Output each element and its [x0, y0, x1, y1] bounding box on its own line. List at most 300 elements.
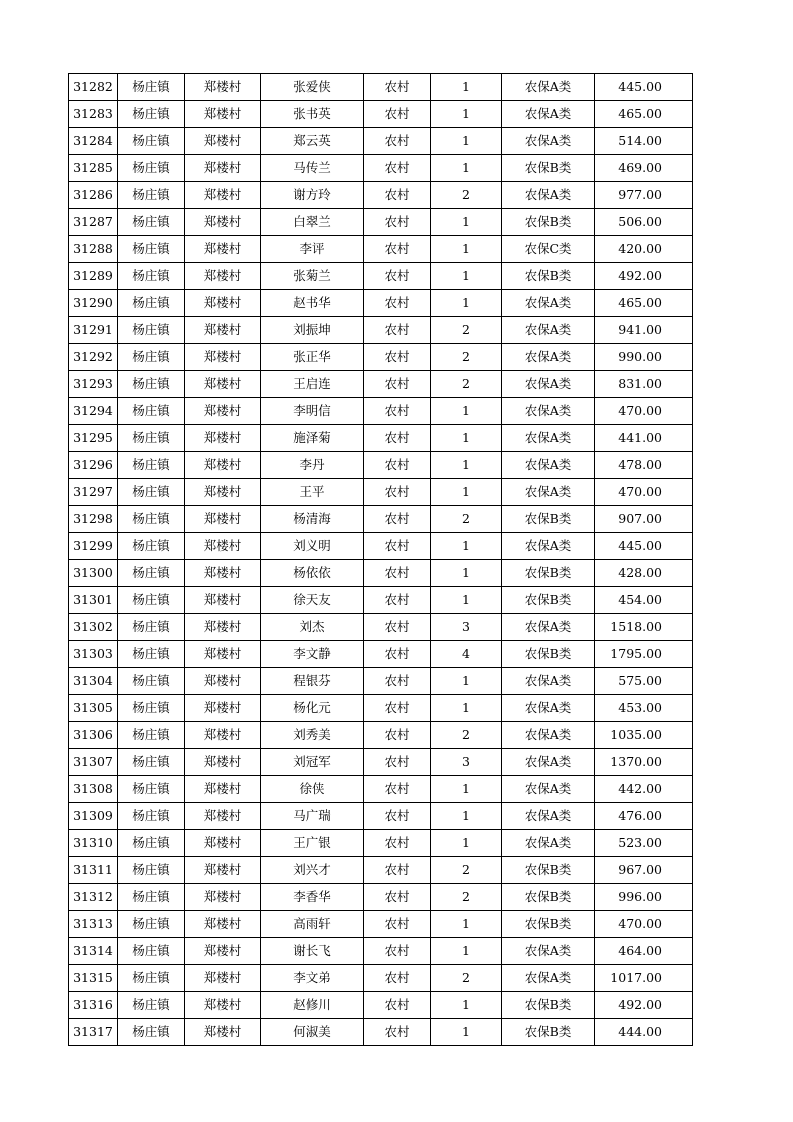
- amount-cell: 514.00: [595, 128, 693, 155]
- town-cell: 杨庄镇: [118, 398, 185, 425]
- category-cell: 农保A类: [502, 101, 595, 128]
- row-id-cell: 31286: [69, 182, 118, 209]
- table-row: [69, 101, 693, 128]
- name-cell: 徐侠: [261, 776, 364, 803]
- table-row: [69, 695, 693, 722]
- count-cell: 1: [431, 263, 502, 290]
- name-cell: 何淑美: [261, 1019, 364, 1046]
- town-cell: 杨庄镇: [118, 749, 185, 776]
- count-cell: 1: [431, 425, 502, 452]
- category-cell: 农保A类: [502, 695, 595, 722]
- row-id-cell: 31291: [69, 317, 118, 344]
- table-row: [69, 452, 693, 479]
- category-cell: 农保B类: [502, 506, 595, 533]
- name-cell: 马传兰: [261, 155, 364, 182]
- count-cell: 1: [431, 803, 502, 830]
- count-cell: 1: [431, 668, 502, 695]
- category-cell: 农保A类: [502, 776, 595, 803]
- name-cell: 李明信: [261, 398, 364, 425]
- table-row: [69, 425, 693, 452]
- amount-cell: 476.00: [595, 803, 693, 830]
- name-cell: 杨清海: [261, 506, 364, 533]
- table-row: [69, 749, 693, 776]
- town-cell: 杨庄镇: [118, 803, 185, 830]
- town-cell: 杨庄镇: [118, 965, 185, 992]
- table-row: [69, 209, 693, 236]
- count-cell: 1: [431, 1019, 502, 1046]
- row-id-cell: 31297: [69, 479, 118, 506]
- amount-cell: 575.00: [595, 668, 693, 695]
- area-type-cell: 农村: [364, 74, 431, 101]
- name-cell: 马广瑞: [261, 803, 364, 830]
- table-row: [69, 344, 693, 371]
- village-cell: 郑楼村: [185, 938, 261, 965]
- town-cell: 杨庄镇: [118, 263, 185, 290]
- town-cell: 杨庄镇: [118, 290, 185, 317]
- village-cell: 郑楼村: [185, 1019, 261, 1046]
- count-cell: 1: [431, 587, 502, 614]
- name-cell: 徐天友: [261, 587, 364, 614]
- amount-cell: 996.00: [595, 884, 693, 911]
- row-id-cell: 31288: [69, 236, 118, 263]
- count-cell: 1: [431, 398, 502, 425]
- village-cell: 郑楼村: [185, 344, 261, 371]
- table-row: [69, 155, 693, 182]
- name-cell: 王平: [261, 479, 364, 506]
- amount-cell: 428.00: [595, 560, 693, 587]
- town-cell: 杨庄镇: [118, 776, 185, 803]
- row-id-cell: 31282: [69, 74, 118, 101]
- town-cell: 杨庄镇: [118, 533, 185, 560]
- count-cell: 1: [431, 911, 502, 938]
- table-row: [69, 884, 693, 911]
- count-cell: 1: [431, 479, 502, 506]
- amount-cell: 967.00: [595, 857, 693, 884]
- name-cell: 刘冠军: [261, 749, 364, 776]
- row-id-cell: 31287: [69, 209, 118, 236]
- name-cell: 高雨轩: [261, 911, 364, 938]
- name-cell: 李丹: [261, 452, 364, 479]
- town-cell: 杨庄镇: [118, 101, 185, 128]
- amount-cell: 977.00: [595, 182, 693, 209]
- table-row: [69, 857, 693, 884]
- category-cell: 农保A类: [502, 182, 595, 209]
- category-cell: 农保B类: [502, 857, 595, 884]
- amount-cell: 444.00: [595, 1019, 693, 1046]
- area-type-cell: 农村: [364, 668, 431, 695]
- category-cell: 农保A类: [502, 452, 595, 479]
- village-cell: 郑楼村: [185, 776, 261, 803]
- category-cell: 农保B类: [502, 911, 595, 938]
- village-cell: 郑楼村: [185, 560, 261, 587]
- village-cell: 郑楼村: [185, 182, 261, 209]
- name-cell: 李文静: [261, 641, 364, 668]
- table-row: [69, 641, 693, 668]
- row-id-cell: 31299: [69, 533, 118, 560]
- row-id-cell: 31314: [69, 938, 118, 965]
- village-cell: 郑楼村: [185, 209, 261, 236]
- amount-cell: 523.00: [595, 830, 693, 857]
- table-row: [69, 479, 693, 506]
- category-cell: 农保A类: [502, 668, 595, 695]
- town-cell: 杨庄镇: [118, 911, 185, 938]
- village-cell: 郑楼村: [185, 884, 261, 911]
- row-id-cell: 31307: [69, 749, 118, 776]
- name-cell: 刘振坤: [261, 317, 364, 344]
- row-id-cell: 31300: [69, 560, 118, 587]
- table-row: [69, 74, 693, 101]
- category-cell: 农保C类: [502, 236, 595, 263]
- amount-cell: 445.00: [595, 74, 693, 101]
- area-type-cell: 农村: [364, 128, 431, 155]
- town-cell: 杨庄镇: [118, 371, 185, 398]
- row-id-cell: 31308: [69, 776, 118, 803]
- count-cell: 2: [431, 857, 502, 884]
- row-id-cell: 31289: [69, 263, 118, 290]
- category-cell: 农保A类: [502, 749, 595, 776]
- count-cell: 2: [431, 371, 502, 398]
- town-cell: 杨庄镇: [118, 938, 185, 965]
- category-cell: 农保A类: [502, 425, 595, 452]
- amount-cell: 907.00: [595, 506, 693, 533]
- name-cell: 杨依依: [261, 560, 364, 587]
- amount-cell: 1017.00: [595, 965, 693, 992]
- amount-cell: 1370.00: [595, 749, 693, 776]
- amount-cell: 469.00: [595, 155, 693, 182]
- table-row: [69, 317, 693, 344]
- amount-cell: 465.00: [595, 290, 693, 317]
- row-id-cell: 31293: [69, 371, 118, 398]
- amount-cell: 441.00: [595, 425, 693, 452]
- area-type-cell: 农村: [364, 506, 431, 533]
- village-cell: 郑楼村: [185, 668, 261, 695]
- count-cell: 2: [431, 884, 502, 911]
- count-cell: 1: [431, 74, 502, 101]
- name-cell: 李文弟: [261, 965, 364, 992]
- area-type-cell: 农村: [364, 911, 431, 938]
- town-cell: 杨庄镇: [118, 452, 185, 479]
- row-id-cell: 31292: [69, 344, 118, 371]
- row-id-cell: 31294: [69, 398, 118, 425]
- count-cell: 1: [431, 236, 502, 263]
- category-cell: 农保B类: [502, 641, 595, 668]
- town-cell: 杨庄镇: [118, 992, 185, 1019]
- table-row: [69, 830, 693, 857]
- area-type-cell: 农村: [364, 614, 431, 641]
- village-cell: 郑楼村: [185, 965, 261, 992]
- name-cell: 刘秀美: [261, 722, 364, 749]
- table-row: [69, 614, 693, 641]
- area-type-cell: 农村: [364, 236, 431, 263]
- row-id-cell: 31306: [69, 722, 118, 749]
- count-cell: 2: [431, 722, 502, 749]
- category-cell: 农保B类: [502, 263, 595, 290]
- name-cell: 王广银: [261, 830, 364, 857]
- name-cell: 刘杰: [261, 614, 364, 641]
- town-cell: 杨庄镇: [118, 209, 185, 236]
- village-cell: 郑楼村: [185, 749, 261, 776]
- town-cell: 杨庄镇: [118, 479, 185, 506]
- category-cell: 农保A类: [502, 479, 595, 506]
- area-type-cell: 农村: [364, 101, 431, 128]
- category-cell: 农保A类: [502, 344, 595, 371]
- village-cell: 郑楼村: [185, 371, 261, 398]
- table-row: [69, 506, 693, 533]
- town-cell: 杨庄镇: [118, 128, 185, 155]
- name-cell: 郑云英: [261, 128, 364, 155]
- town-cell: 杨庄镇: [118, 425, 185, 452]
- village-cell: 郑楼村: [185, 74, 261, 101]
- category-cell: 农保A类: [502, 830, 595, 857]
- village-cell: 郑楼村: [185, 317, 261, 344]
- row-id-cell: 31311: [69, 857, 118, 884]
- village-cell: 郑楼村: [185, 614, 261, 641]
- name-cell: 李香华: [261, 884, 364, 911]
- town-cell: 杨庄镇: [118, 830, 185, 857]
- village-cell: 郑楼村: [185, 587, 261, 614]
- area-type-cell: 农村: [364, 965, 431, 992]
- table-body: [69, 74, 693, 1046]
- count-cell: 1: [431, 830, 502, 857]
- row-id-cell: 31310: [69, 830, 118, 857]
- table-row: [69, 236, 693, 263]
- count-cell: 2: [431, 344, 502, 371]
- table-row: [69, 938, 693, 965]
- amount-cell: 506.00: [595, 209, 693, 236]
- category-cell: 农保B类: [502, 992, 595, 1019]
- village-cell: 郑楼村: [185, 398, 261, 425]
- table-row: [69, 398, 693, 425]
- category-cell: 农保B类: [502, 155, 595, 182]
- name-cell: 刘义明: [261, 533, 364, 560]
- village-cell: 郑楼村: [185, 695, 261, 722]
- category-cell: 农保A类: [502, 722, 595, 749]
- count-cell: 1: [431, 128, 502, 155]
- amount-cell: 454.00: [595, 587, 693, 614]
- amount-cell: 831.00: [595, 371, 693, 398]
- count-cell: 2: [431, 506, 502, 533]
- area-type-cell: 农村: [364, 398, 431, 425]
- table-row: [69, 911, 693, 938]
- category-cell: 农保A类: [502, 803, 595, 830]
- table-row: [69, 776, 693, 803]
- count-cell: 3: [431, 749, 502, 776]
- amount-cell: 478.00: [595, 452, 693, 479]
- area-type-cell: 农村: [364, 695, 431, 722]
- name-cell: 赵书华: [261, 290, 364, 317]
- name-cell: 杨化元: [261, 695, 364, 722]
- table-row: [69, 722, 693, 749]
- amount-cell: 1035.00: [595, 722, 693, 749]
- name-cell: 程银芬: [261, 668, 364, 695]
- category-cell: 农保A类: [502, 290, 595, 317]
- area-type-cell: 农村: [364, 344, 431, 371]
- count-cell: 1: [431, 560, 502, 587]
- town-cell: 杨庄镇: [118, 1019, 185, 1046]
- village-cell: 郑楼村: [185, 641, 261, 668]
- count-cell: 1: [431, 695, 502, 722]
- count-cell: 1: [431, 209, 502, 236]
- category-cell: 农保A类: [502, 371, 595, 398]
- category-cell: 农保B类: [502, 209, 595, 236]
- row-id-cell: 31301: [69, 587, 118, 614]
- row-id-cell: 31296: [69, 452, 118, 479]
- amount-cell: 464.00: [595, 938, 693, 965]
- row-id-cell: 31298: [69, 506, 118, 533]
- area-type-cell: 农村: [364, 290, 431, 317]
- town-cell: 杨庄镇: [118, 236, 185, 263]
- name-cell: 李评: [261, 236, 364, 263]
- row-id-cell: 31305: [69, 695, 118, 722]
- category-cell: 农保A类: [502, 614, 595, 641]
- area-type-cell: 农村: [364, 425, 431, 452]
- area-type-cell: 农村: [364, 722, 431, 749]
- count-cell: 2: [431, 965, 502, 992]
- town-cell: 杨庄镇: [118, 155, 185, 182]
- row-id-cell: 31283: [69, 101, 118, 128]
- area-type-cell: 农村: [364, 938, 431, 965]
- town-cell: 杨庄镇: [118, 857, 185, 884]
- village-cell: 郑楼村: [185, 452, 261, 479]
- village-cell: 郑楼村: [185, 263, 261, 290]
- area-type-cell: 农村: [364, 830, 431, 857]
- town-cell: 杨庄镇: [118, 695, 185, 722]
- amount-cell: 1518.00: [595, 614, 693, 641]
- area-type-cell: 农村: [364, 263, 431, 290]
- row-id-cell: 31304: [69, 668, 118, 695]
- village-cell: 郑楼村: [185, 479, 261, 506]
- village-cell: 郑楼村: [185, 830, 261, 857]
- row-id-cell: 31312: [69, 884, 118, 911]
- table-row: [69, 290, 693, 317]
- area-type-cell: 农村: [364, 992, 431, 1019]
- amount-cell: 941.00: [595, 317, 693, 344]
- row-id-cell: 31315: [69, 965, 118, 992]
- table-row: [69, 1019, 693, 1046]
- name-cell: 王启连: [261, 371, 364, 398]
- category-cell: 农保A类: [502, 398, 595, 425]
- village-cell: 郑楼村: [185, 128, 261, 155]
- category-cell: 农保B类: [502, 560, 595, 587]
- data-table: [68, 73, 693, 1046]
- row-id-cell: 31316: [69, 992, 118, 1019]
- table-row: [69, 263, 693, 290]
- village-cell: 郑楼村: [185, 533, 261, 560]
- count-cell: 4: [431, 641, 502, 668]
- village-cell: 郑楼村: [185, 992, 261, 1019]
- name-cell: 张菊兰: [261, 263, 364, 290]
- amount-cell: 420.00: [595, 236, 693, 263]
- town-cell: 杨庄镇: [118, 344, 185, 371]
- area-type-cell: 农村: [364, 803, 431, 830]
- table-row: [69, 587, 693, 614]
- area-type-cell: 农村: [364, 1019, 431, 1046]
- name-cell: 谢长飞: [261, 938, 364, 965]
- village-cell: 郑楼村: [185, 425, 261, 452]
- area-type-cell: 农村: [364, 641, 431, 668]
- table-row: [69, 182, 693, 209]
- town-cell: 杨庄镇: [118, 182, 185, 209]
- count-cell: 1: [431, 452, 502, 479]
- table-row: [69, 371, 693, 398]
- town-cell: 杨庄镇: [118, 722, 185, 749]
- village-cell: 郑楼村: [185, 155, 261, 182]
- area-type-cell: 农村: [364, 776, 431, 803]
- amount-cell: 470.00: [595, 398, 693, 425]
- name-cell: 施泽菊: [261, 425, 364, 452]
- table-row: [69, 128, 693, 155]
- area-type-cell: 农村: [364, 749, 431, 776]
- amount-cell: 492.00: [595, 992, 693, 1019]
- category-cell: 农保A类: [502, 317, 595, 344]
- amount-cell: 990.00: [595, 344, 693, 371]
- row-id-cell: 31295: [69, 425, 118, 452]
- table-row: [69, 533, 693, 560]
- area-type-cell: 农村: [364, 479, 431, 506]
- count-cell: 1: [431, 992, 502, 1019]
- category-cell: 农保A类: [502, 533, 595, 560]
- category-cell: 农保B类: [502, 587, 595, 614]
- area-type-cell: 农村: [364, 317, 431, 344]
- town-cell: 杨庄镇: [118, 506, 185, 533]
- count-cell: 1: [431, 938, 502, 965]
- area-type-cell: 农村: [364, 857, 431, 884]
- name-cell: 张爱侠: [261, 74, 364, 101]
- table-row: [69, 560, 693, 587]
- amount-cell: 465.00: [595, 101, 693, 128]
- town-cell: 杨庄镇: [118, 317, 185, 344]
- village-cell: 郑楼村: [185, 803, 261, 830]
- count-cell: 1: [431, 155, 502, 182]
- area-type-cell: 农村: [364, 884, 431, 911]
- area-type-cell: 农村: [364, 560, 431, 587]
- town-cell: 杨庄镇: [118, 560, 185, 587]
- row-id-cell: 31284: [69, 128, 118, 155]
- count-cell: 2: [431, 317, 502, 344]
- area-type-cell: 农村: [364, 533, 431, 560]
- name-cell: 赵修川: [261, 992, 364, 1019]
- category-cell: 农保A类: [502, 938, 595, 965]
- row-id-cell: 31285: [69, 155, 118, 182]
- name-cell: 张正华: [261, 344, 364, 371]
- area-type-cell: 农村: [364, 452, 431, 479]
- count-cell: 1: [431, 290, 502, 317]
- row-id-cell: 31302: [69, 614, 118, 641]
- row-id-cell: 31309: [69, 803, 118, 830]
- area-type-cell: 农村: [364, 209, 431, 236]
- amount-cell: 442.00: [595, 776, 693, 803]
- town-cell: 杨庄镇: [118, 668, 185, 695]
- name-cell: 刘兴才: [261, 857, 364, 884]
- name-cell: 张书英: [261, 101, 364, 128]
- table-row: [69, 803, 693, 830]
- amount-cell: 1795.00: [595, 641, 693, 668]
- category-cell: 农保B类: [502, 1019, 595, 1046]
- count-cell: 1: [431, 533, 502, 560]
- row-id-cell: 31290: [69, 290, 118, 317]
- name-cell: 谢方玲: [261, 182, 364, 209]
- area-type-cell: 农村: [364, 182, 431, 209]
- village-cell: 郑楼村: [185, 722, 261, 749]
- table-row: [69, 965, 693, 992]
- village-cell: 郑楼村: [185, 857, 261, 884]
- town-cell: 杨庄镇: [118, 641, 185, 668]
- town-cell: 杨庄镇: [118, 74, 185, 101]
- amount-cell: 470.00: [595, 911, 693, 938]
- table-row: [69, 668, 693, 695]
- village-cell: 郑楼村: [185, 101, 261, 128]
- row-id-cell: 31313: [69, 911, 118, 938]
